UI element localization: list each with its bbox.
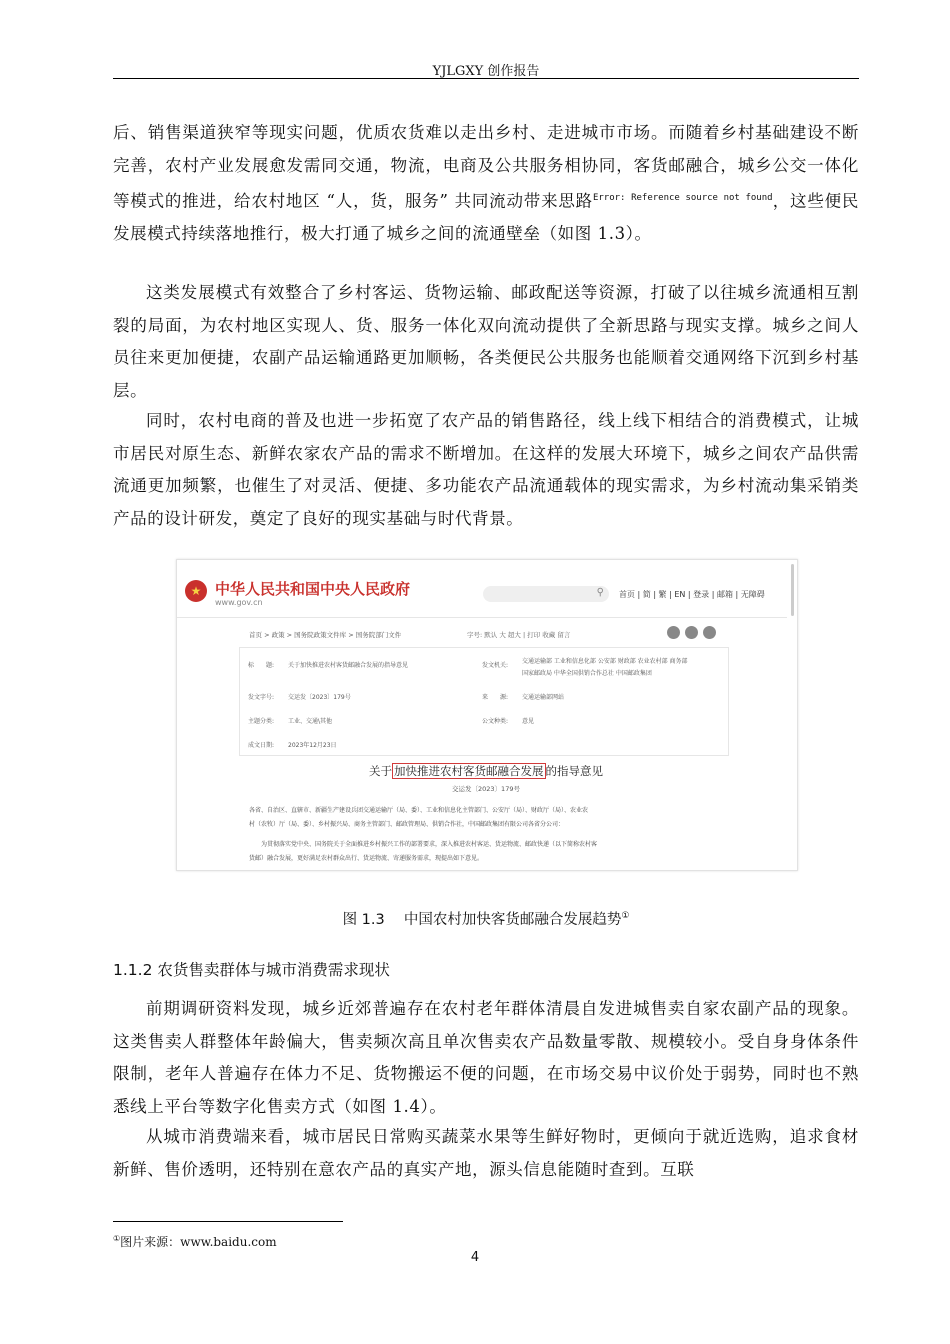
paragraph-5: 从城市消费端来看，城市居民日常购买蔬菜水果等生鲜好物时，更倾向于就近选购，追求食材新鲜、售价透明，还特别在意农产品的真实产地，源头信息能随时查到。互联: [113, 1127, 859, 1179]
national-emblem-icon: ★: [185, 580, 207, 602]
site-top-links: 首页 | 简 | 繁 | EN | 登录 | 邮箱 | 无障碍: [619, 590, 765, 599]
paragraph-1: [113, 117, 859, 251]
meta-source-value: 交通运输部网站: [522, 694, 565, 701]
site-search-box: [483, 586, 609, 602]
footnote-text: 图片来源：www.baidu.com: [120, 1235, 277, 1249]
meta-docno-value: 交运发〔2023〕179号: [288, 694, 351, 701]
document-title-highlight: 加快推进农村客货邮融合发展: [394, 764, 544, 778]
document-body-line-2: 村（农牧）厅（局、委）、乡村振兴局、商务主管部门、邮政管理局、供销合作社，中国邮政集团有限公司各省分公司：: [249, 821, 565, 828]
document-title-post: 的指导意见: [545, 764, 603, 778]
meta-issuer-line1: 交通运输部 工业和信息化部 公安部 财政部 农业农村部 商务部: [522, 658, 688, 665]
meta-type-label: 公文种类:: [482, 718, 509, 725]
meta-issuer-line2: 国家邮政局 中华全国供销合作总社 中国邮政集团: [522, 670, 652, 677]
document-body-line-3: 为贯彻落实党中央、国务院关于全面推进乡村振兴工作的部署要求，深入推进农村客运、货运物流、邮政快递（以下简称农村客: [249, 841, 598, 848]
meta-type-value: 意见: [522, 718, 535, 725]
document-meta-box: [239, 647, 729, 756]
share-wechat-icon: [667, 626, 680, 639]
page-number: 4: [470, 1250, 480, 1265]
meta-topic-value: 工业、交通\其他: [288, 718, 333, 725]
section-heading: 1.1.2 农货售卖群体与城市消费需求现状: [113, 961, 390, 979]
reference-error: Error: Reference source not found: [592, 193, 773, 204]
paragraph-2: 这类发展模式有效整合了乡村客运、货物运输、邮政配送等资源，打破了以往城乡流通相互割裂的局面，为农村地区实现人、货、服务一体化双向流动提供了全新思路与现实支撑。城乡之间人员往来更加便捷，农副产品运输通路更加顺畅，各类便民公共服务也能顺着交通网络下沉到乡村基层。: [113, 283, 859, 400]
site-title: 中华人民共和国中央人民政府: [215, 580, 411, 598]
meta-topic-label: 主题分类:: [248, 718, 275, 725]
document-body-line-1: 各省、自治区、直辖市、新疆生产建设兵团交通运输厅（局、委）、工业和信息化主管部门、公安厅（局）、财政厅（局）、农业农: [249, 807, 589, 814]
meta-title-value: 关于加快推进农村客货邮融合发展的指导意见: [288, 662, 409, 669]
paragraph-1-text-end: ，这些便民发展模式持续落地推行，极大打通了城乡之间的流通壁垒（如图 1.3）。: [113, 191, 860, 244]
figure-screenshot: [176, 559, 798, 871]
figure-caption-text: 图 1.3 中国农村加快客货邮融合发展趋势: [342, 912, 622, 928]
paragraph-1-text: 后、销售渠道狭窄等现实问题，优质农货难以走出乡村、走进城市市场。而随着乡村基础建设不断完善，农村产业发展愈发需同交通，物流，电商及公共服务相协同，客货邮融合，城乡公交一体化等模式的推进，给农村地区 “人，货，服务” 共同流动带来思路: [113, 123, 859, 211]
search-icon: ⚲: [596, 587, 604, 598]
site-url: www.gov.cn: [215, 598, 263, 607]
figure-caption-footnote-mark: ①: [621, 911, 630, 922]
document-number: 交运发〔2023〕179号: [452, 785, 520, 793]
share-weibo-icon: [685, 626, 698, 639]
footnote: [113, 1233, 277, 1250]
site-divider: [177, 617, 787, 618]
meta-issuer-label: 发文机关:: [482, 662, 509, 669]
paragraph-3: 同时，农村电商的普及也进一步拓宽了农产品的销售路径，线上线下相结合的消费模式，让城市居民对原生态、新鲜农家农产品的需求不断增加。在这样的发展大环境下，城乡之间农产品供需流通更加频繁，也催生了对灵活、便捷、多功能农产品流通载体的现实需求，为乡村流动集采销类产品的设计研发，奠定了良好的现实基础与时代背景。: [113, 411, 859, 528]
meta-title-label: 标 题:: [248, 662, 275, 669]
meta-source-label: 来 源:: [482, 694, 509, 701]
footnote-rule: [113, 1221, 343, 1222]
share-qzone-icon: [703, 626, 716, 639]
figure-scrollbar: [791, 564, 794, 616]
paragraph-4: 前期调研资料发现，城乡近郊普遍存在农村老年群体清晨自发进城售卖自家农副产品的现象。这类售卖人群整体年龄偏大，售卖频次高且单次售卖农产品数量零散、规模较小。受自身身体条件限制，老年人普遍存在体力不足、货物搬运不便的问题，在市场交易中议价处于弱势，同时也不熟悉线上平台等数字化售卖方式（如图 1.4）。: [113, 999, 859, 1116]
figure-caption: [113, 908, 859, 929]
meta-date-value: 2023年12月23日: [288, 742, 337, 749]
site-tools: 字号: 默认 大 超大 | 打印 收藏 留言: [467, 631, 571, 639]
document-body-line-4: 货邮）融合发展，更好满足农村群众出行、货运物流、寄递服务需求，现提出如下意见。: [249, 855, 484, 862]
meta-docno-label: 发文字号:: [248, 694, 275, 701]
meta-date-label: 成文日期:: [248, 742, 275, 749]
site-breadcrumb: 首页 > 政策 > 国务院政策文件库 > 国务院部门文件: [249, 631, 402, 639]
document-title-pre: 关于: [369, 764, 392, 778]
footnote-mark: ①: [113, 1234, 121, 1243]
document-title: [177, 763, 795, 779]
header-rule: [113, 78, 859, 79]
running-header: YJLGXY 创作报告: [432, 64, 540, 79]
